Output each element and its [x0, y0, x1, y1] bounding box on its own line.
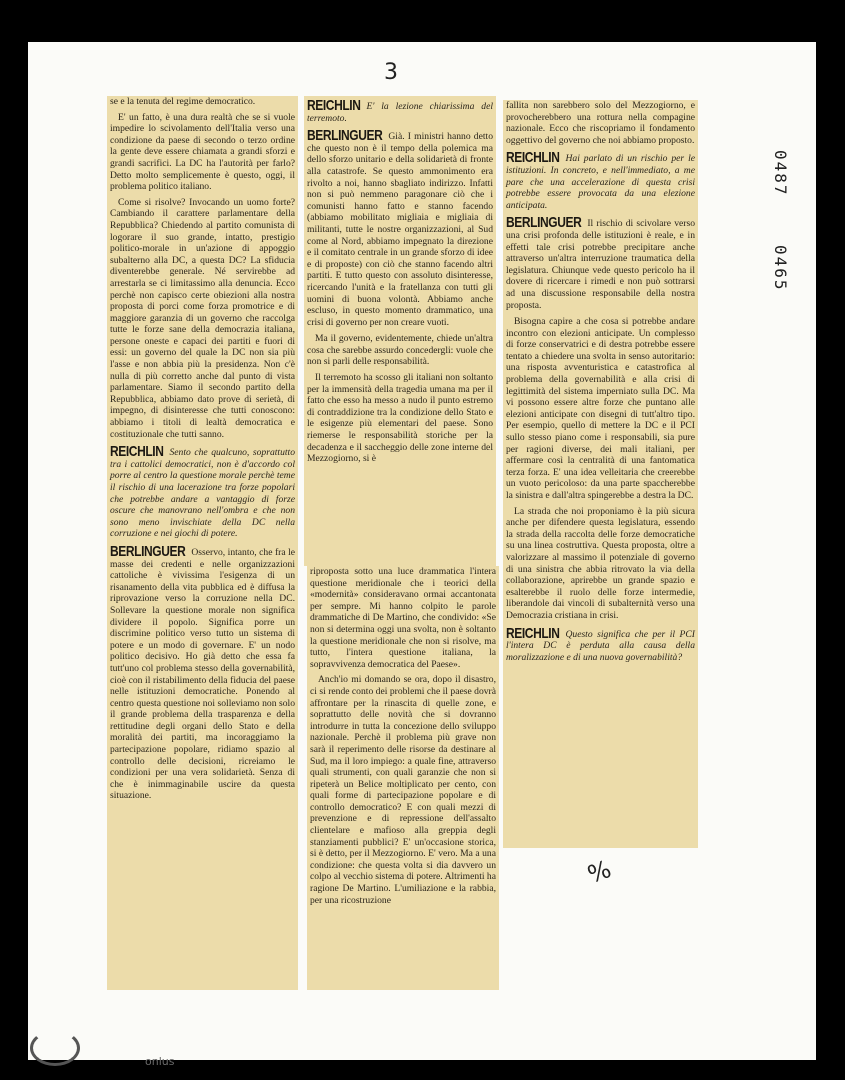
speaker-label-berlinguer: BERLINGUER	[307, 126, 383, 144]
col3-paragraph: fallita non sarebbero solo del Mezzogiorno, e provocherebbero una rottura nella compagine nazionale. Ecco che riscopriamo il fondamento oggettivo del governo che noi abbiamo proposto.	[506, 100, 695, 146]
berlinguer-answer: Osservo, intanto, che fra le masse dei credenti e nelle organizzazioni cattoliche è vivissima l'esigenza di un risanamento della vita pubblica ed è diffusa la riprovazione verso la corruzione nella DC. Sollevare la questione morale non significa dividere il popolo. Significa porre un discrimine politico verso tutto un sistema di potere e un modo di governare. E' un nodo politico decisivo. Ho già detto che essa fa tutt'uno col problema stesso della governabilità, cioè con il ristabilimento della fiducia del paese nelle istituzioni democratiche. Ponendo al centro questa questione noi solleviamo non solo il grande problema della trasparenza e della rettitudine degli organi dello Stato e della moralità dei partiti, ma incoraggiamo la partecipazione popolare, ridiamo spazio al controllo delle decisioni, ricreiamo le condizioni per una vera solidarietà. Senza di che è inimmaginabile uscire da questa situazione.	[110, 546, 295, 802]
berlinguer-answer: Già. I ministri hanno detto che questo non è il tempo della polemica ma dello sforzo unitario e della solidarietà di fronte alla catastrofe. Se questo ammonimento era rivolto a noi, hanno sbagliato indirizzo. Infatti non si può nemmeno paragonare ciò che i comunisti hanno fatto e stanno facendo (abbiamo mobilitato migliaia e migliaia di militanti, tutte le nostre organizzazioni, al Sud come al Nord, abbiamo impegnato la direzione e il comitato centrale in un grande sforzo di idee e di proposte) con ciò che stanno facendo altri partiti. E tutto questo con assoluto disinteresse, ricercando l'unità e la fratellanza con tutti gli uomini di buona volontà. Abbiamo anche escluso, in questo momento drammatico, una crisi di governo per non creare vuoti.	[307, 131, 493, 328]
speaker-label-reichlin: REICHLIN	[110, 442, 164, 460]
archive-stamp-2: 0465	[771, 245, 790, 292]
col1-paragraph: E' un fatto, è una dura realtà che se si vuole impedire lo scivolamento dell'Italia verso una condizione da paese di secondo o terzo ordine la gente deve essere chiamata a grandi sforzi e grandi sacrifici. La DC ha l'autorità per farlo? Detto molto semplicemente è questo, oggi, il problema politico italiano.	[110, 111, 295, 193]
clipping-column-3	[503, 100, 698, 848]
clipping-column-2-lower	[307, 566, 499, 990]
speaker-label-reichlin: REICHLIN	[307, 96, 361, 114]
reichlin-question: E' la lezione chiarissima del terremoto.	[307, 101, 493, 124]
watermark-text: onlus	[145, 1055, 175, 1068]
speaker-label-reichlin: REICHLIN	[506, 148, 560, 166]
col3-paragraph: La strada che noi proponiamo è la più sicura anche per difendere questa legislatura, essendo la strada della raccolta delle forze democratiche su una linea costruttiva. Questa proposta, oltre a valorizzare al massimo il potenziale di governo di una sinistra che abbia ritrovato la via della collaborazione, aprirebbe un grande spazio e esalterebbe il ruolo delle forze intermedie, liberandole dai vincoli di subalternità verso una Democrazia cristiana in crisi.	[506, 505, 695, 621]
clipping-column-2-upper	[304, 96, 496, 566]
archive-stamp-1: 0487	[771, 150, 790, 197]
reichlin-question: Questo significa che per il PCI l'intera DC è perduta alla causa della moralizzazione e di una nuova governabilità?	[506, 628, 695, 663]
page-number-handwritten: 3	[384, 60, 398, 85]
col1-paragraph: se e la tenuta del regime democratico.	[110, 96, 256, 107]
clipping-column-1	[107, 96, 298, 990]
berlinguer-answer: Il rischio di scivolare verso una crisi profonda delle istituzioni è reale, e in effetti tale crisi potrebbe precipitare anche attraverso un'altra interruzione traumatica della legislatura. Chiunque vede questo pericolo ha il dovere di ricercare i rimedi e non può sottrarsi ad una discussione responsabile della nostra proposta.	[506, 218, 695, 311]
reichlin-question-block	[506, 623, 695, 664]
speaker-label-reichlin: REICHLIN	[506, 623, 560, 642]
speaker-label-berlinguer: BERLINGUER	[506, 213, 582, 231]
berlinguer-answer-block	[307, 126, 493, 328]
reichlin-question: Sento che qualcuno, soprattutto tra i cattolici democratici, non è d'accordo col porre al centro la questione morale perchè teme il rischio di una lacerazione tra forze popolari che potrebbe andare a vantaggio di forze oscure che manovrano nell'ombra e che non sono meno invischiate della DC nella corruzione e nei giochi di potere.	[110, 447, 295, 540]
reichlin-question: Hai parlato di un rischio per le istituzioni. In concreto, e nell'immediato, a me pare che una accelerazione di questa crisi potrebbe essere provocata da una elezione anticipata.	[506, 153, 695, 211]
reichlin-question-block	[506, 148, 695, 211]
berlinguer-answer-block	[110, 542, 295, 802]
col1-paragraph: Come si risolve? Invocando un uomo forte? Cambiando il carattere parlamentare della Repubblica? Chiedendo al partito comunista di logorare il suo grande, intatto, prestigio politico-morale in un'azione di appoggio subalterno alla DC, a questa DC? La sfiducia diventerebbe generale. Né servirebbe ad arrestarla se ci limitassimo alla denuncia. Ecco perchè non capisco certe obiezioni alla nostra proposta di porci come forza promotrice e di maggiore garanzia di un governo che raccolga tutte le forze sane della democrazia italiana, persone oneste e capaci dei partiti e fuori di essi: un governo del quale la DC non sia più l'asse e non abbia più la presidenza. Non c'è nulla di più corretto anche dal punto di vista parlamentare. Siamo il secondo partito della Repubblica, abbiamo dato prove di serietà, di impegno, di disinteresse che tutti conoscono: abbiamo i titoli di lealtà democratica e costituzionale che tutti sanno.	[110, 196, 295, 440]
handwritten-mark: %	[583, 854, 615, 890]
col2-paragraph: Il terremoto ha scosso gli italiani non soltanto per la immensità della tragedia umana ma per il fatto che esso ha messo a nudo il punto estremo di contraddizione tra la condizione dello Stato e le esigenze più elementari del paese. Sono riemerse le responsabilità storiche per la decadenza e il saccheggio delle zone interne del Mezzogiorno, si è	[307, 372, 493, 465]
col2b-paragraph: Anch'io mi domando se ora, dopo il disastro, ci si rende conto dei problemi che il paese dovrà affrontare per la rinascita di quelle zone, e soprattutto delle novità che si dovranno introdurre in tutta la concezione dello sviluppo nazionale. Perchè il problema più grave non sarà il reperimento delle risorse da destinare al Sud, ma il loro impiego: a quale fine, attraverso quali strumenti, con quali garanzie che non si ripeterà un Belice moltiplicato per cento, con quali forme di partecipazione popolare e di controllo democratico? E con quali mezzi di prevenzione e di repressione dell'assalto clientelare e mafioso alla greppia degli stanziamenti pubblici? E' un'occasione storica, si è detto, per il Mezzogiorno. E' vero. Ma a una condizione: che questa volta si dia davvero un colpo al vecchio sistema di potere. Altrimenti ha ragione De Martino. L'umiliazione e la rabbia, per una ricostruzione	[310, 674, 496, 906]
reichlin-question-block	[307, 96, 493, 124]
col2-paragraph: Ma il governo, evidentemente, chiede un'altra cosa che sarebbe assurdo concedergli: vuole che non si parli delle responsabilità.	[307, 333, 493, 368]
watermark-logo	[30, 1030, 80, 1066]
berlinguer-answer-block	[506, 213, 695, 311]
speaker-label-berlinguer: BERLINGUER	[110, 542, 186, 560]
col3-paragraph: Bisogna capire a che cosa si potrebbe andare incontro con elezioni anticipate. Un complesso di forze conservatrici e di destra potrebbe essere tentato a chiedere una svolta in senso autoritario: una risposta avventuristica e catastrofica al problema della governabilità e alla crisi di legittimità del sistema imperniato sulla DC. Ma vi possono essere altre forze che puntano alle elezioni anticipate con disegni di tutt'altro tipo. Per esempio, quello di mettere la DC e il PCI sullo stesso piano come i responsabili, sia pure per ragioni diverse, dei mali italiani, per affermare così la centralità di una fantomatica terza forza. E' una idea velleitaria che creerebbe un vuoto pericoloso: da una parte spaccherebbe la sinistra e dall'altra spingerebbe a destra la DC.	[506, 316, 695, 501]
col2b-paragraph: riproposta sotto una luce drammatica l'intera questione meridionale che i teorici della «modernità» consideravano ormai accantonata per sempre. Mi hanno colpito le parole drammatiche di De Martino, che condivido: «Se non si determina oggi una svolta, non è soltanto la questione meridionale che non si risolve, ma tutto, l'intera questione italiana, la sopravvivenza democratica del Paese».	[310, 566, 496, 670]
reichlin-question-block	[110, 442, 295, 540]
